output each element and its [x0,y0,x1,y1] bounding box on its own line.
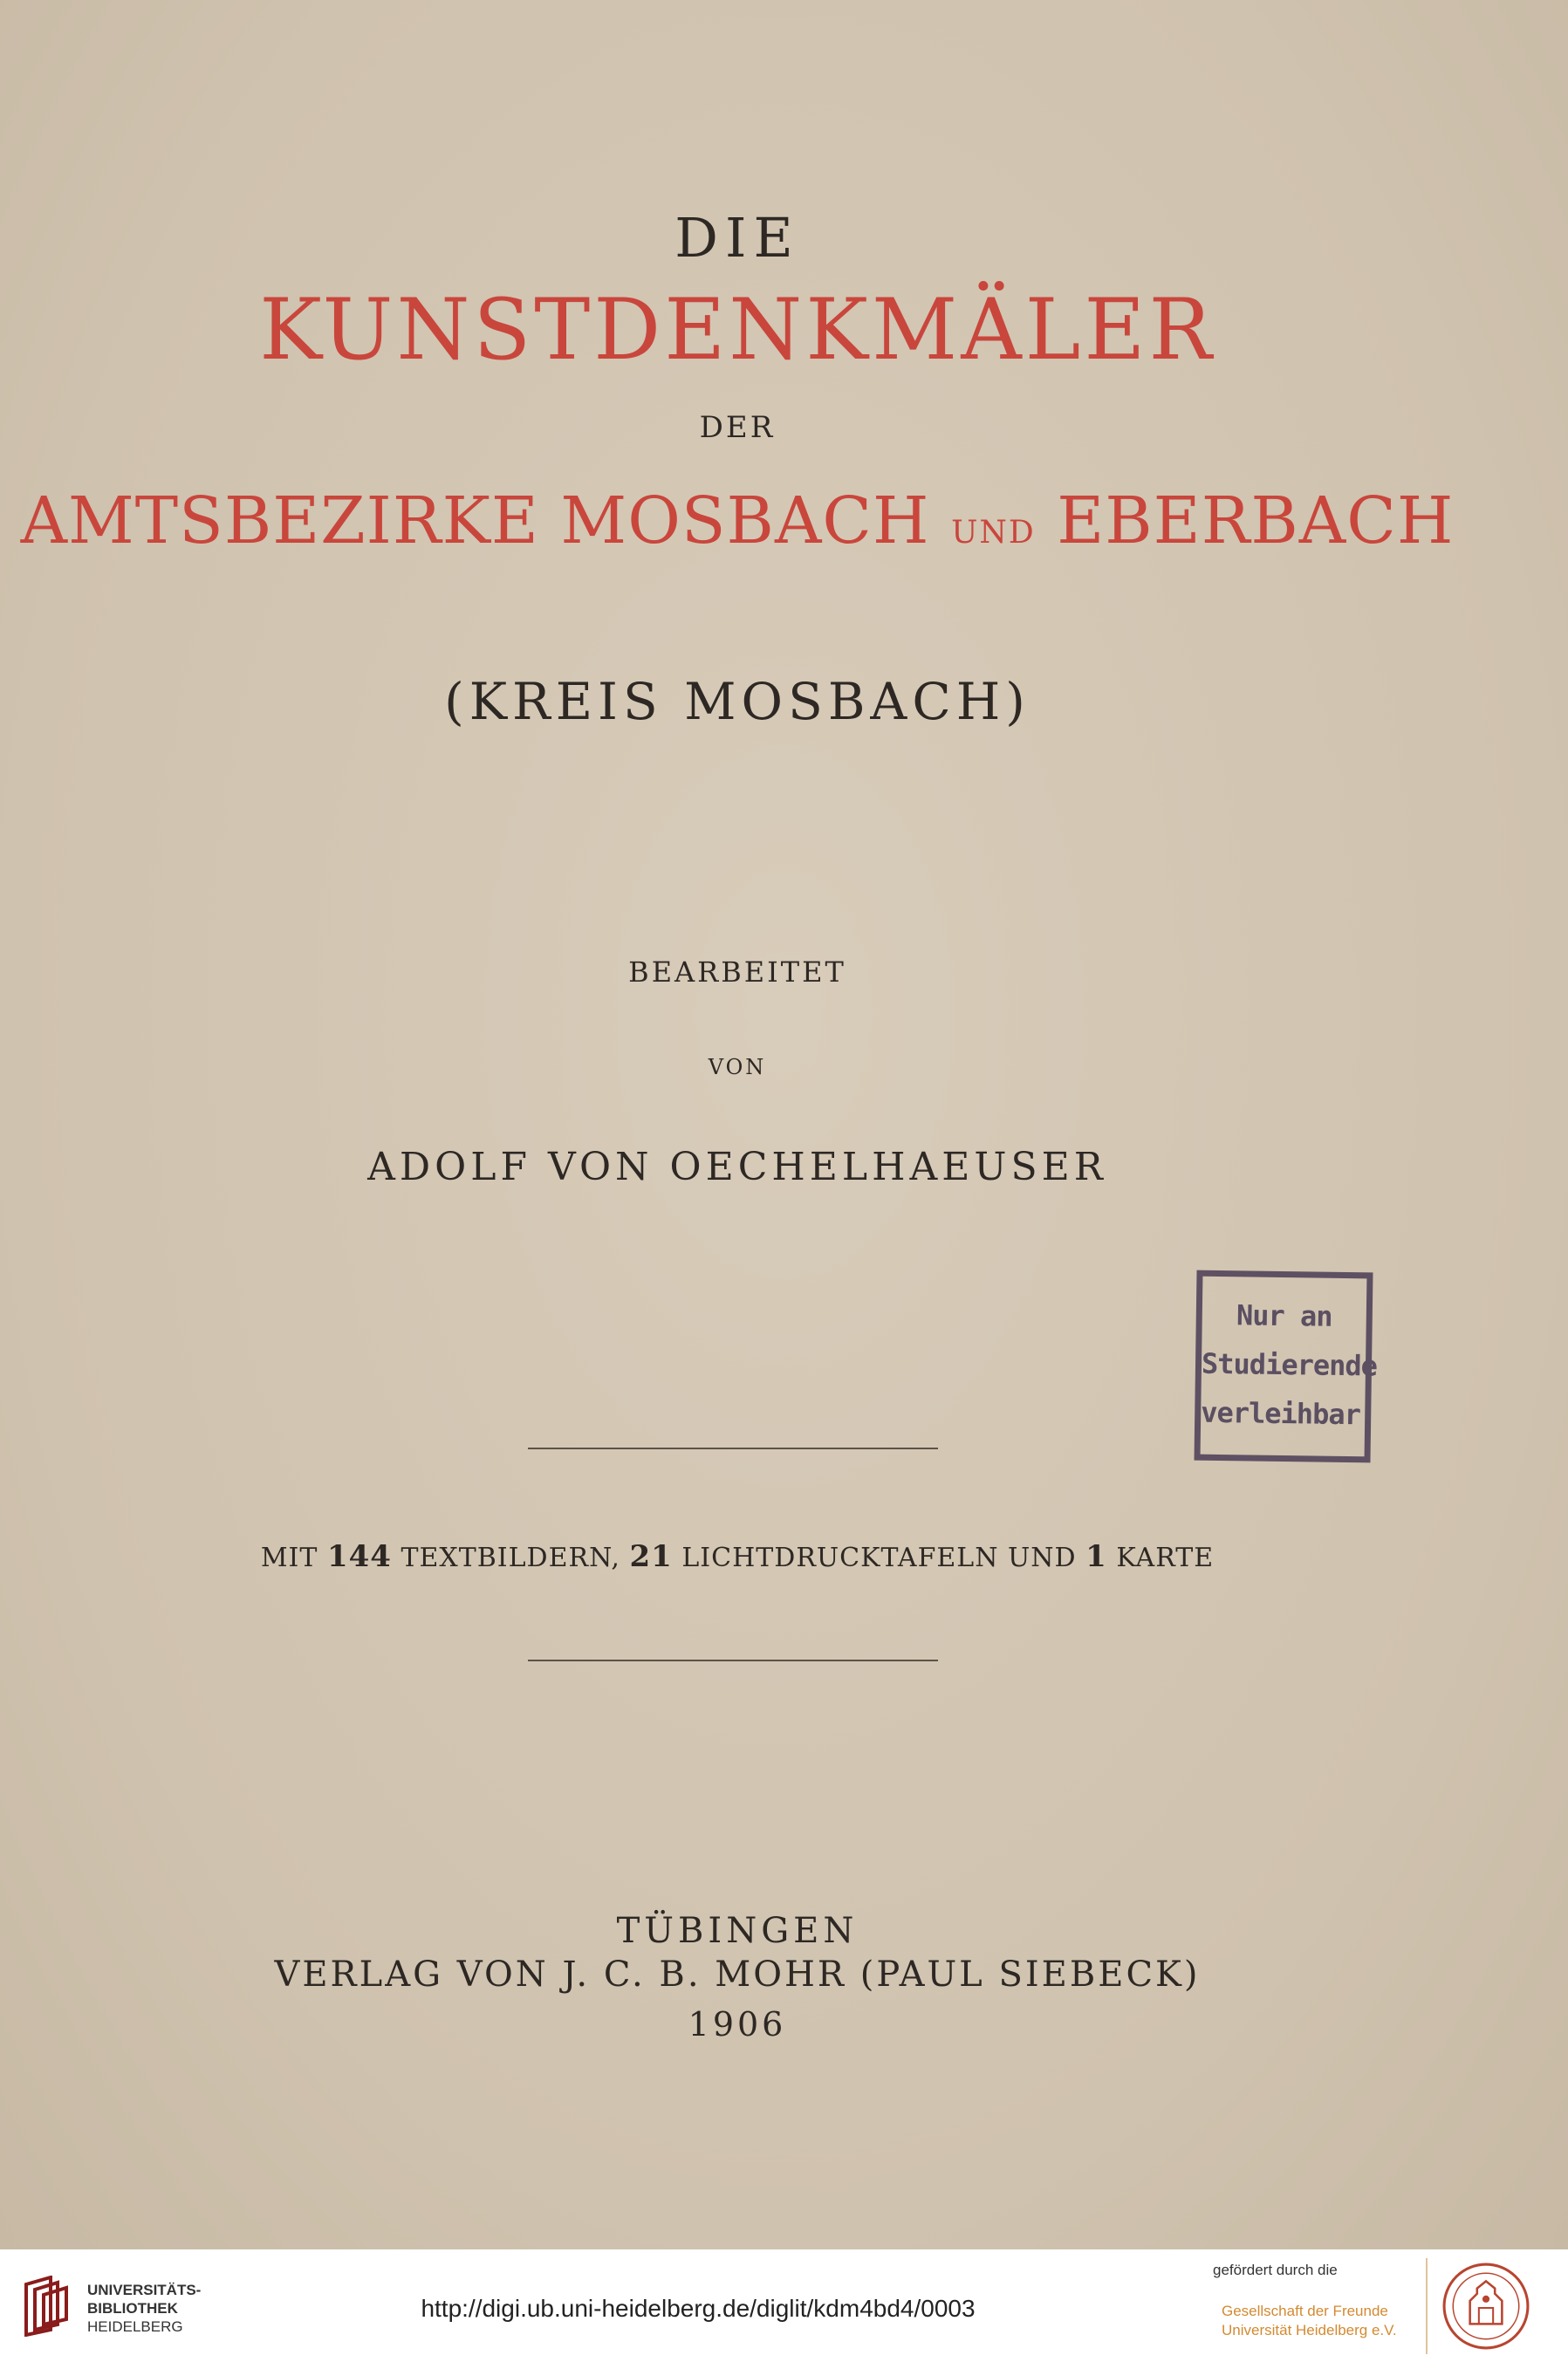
illustrations-note [0,1539,1475,1574]
title-region [0,483,1475,558]
permalink-url[interactable]: http://digi.ub.uni-heidelberg.de/diglit/kdm4bd4/0003 [421,2295,976,2322]
illus-text-3: LICHTDRUCKTAFELN UND [672,1543,1086,1573]
divider-rule-bottom [528,1660,938,1661]
illus-count-karte: 1 [1085,1539,1107,1574]
title-der: DER [699,410,776,445]
library-name-line-2: BIBLIOTHEK [87,2300,178,2317]
publication-place: TÜBINGEN [616,1911,859,1951]
university-seal-icon [1441,2262,1530,2351]
illus-text-4: KARTE [1106,1543,1215,1573]
stamp-line-1: Nur an [1236,1298,1332,1333]
stamp-line-3: verleihbar. [1200,1395,1377,1432]
library-name-line-1: UNIVERSITÄTS- [87,2282,202,2298]
sponsor-label: gefördert durch die [1213,2262,1338,2278]
footer-divider [1426,2258,1428,2354]
library-stamp [1194,1270,1378,1463]
title-die: DIE [674,206,800,270]
illus-text-2: TEXTBILDERN, [391,1543,630,1573]
digitization-footer [0,2249,1568,2362]
bearbeitet-label: BEARBEITET [628,955,846,989]
von-label: VON [708,1055,767,1079]
author-name: ADOLF VON OECHELHAEUSER [367,1145,1107,1189]
sponsor-name-line-1: Gesellschaft der Freunde [1222,2303,1388,2319]
sponsor-name[interactable] [1222,2302,1397,2340]
title-main: KUNSTDENKMÄLER [259,281,1215,379]
region-part-b: EBERBACH [1035,483,1455,558]
stamp-line-2: Studierende [1201,1346,1378,1383]
illus-count-textbilder: 144 [326,1539,392,1574]
region-und: UND [951,515,1036,551]
illus-text-1: MIT [260,1543,327,1573]
illus-count-tafeln: 21 [629,1539,673,1574]
library-name-line-3: HEIDELBERG [87,2318,183,2335]
divider-rule-top [528,1448,938,1449]
publication-year: 1906 [688,2005,787,2044]
title-kreis: (KREIS MOSBACH) [444,672,1030,731]
sponsor-name-line-2: Universität Heidelberg e.V. [1222,2322,1397,2338]
publisher: VERLAG VON J. C. B. MOHR (PAUL SIEBECK) [274,1955,1201,1995]
region-part-a: AMTSBEZIRKE MOSBACH [20,483,952,558]
